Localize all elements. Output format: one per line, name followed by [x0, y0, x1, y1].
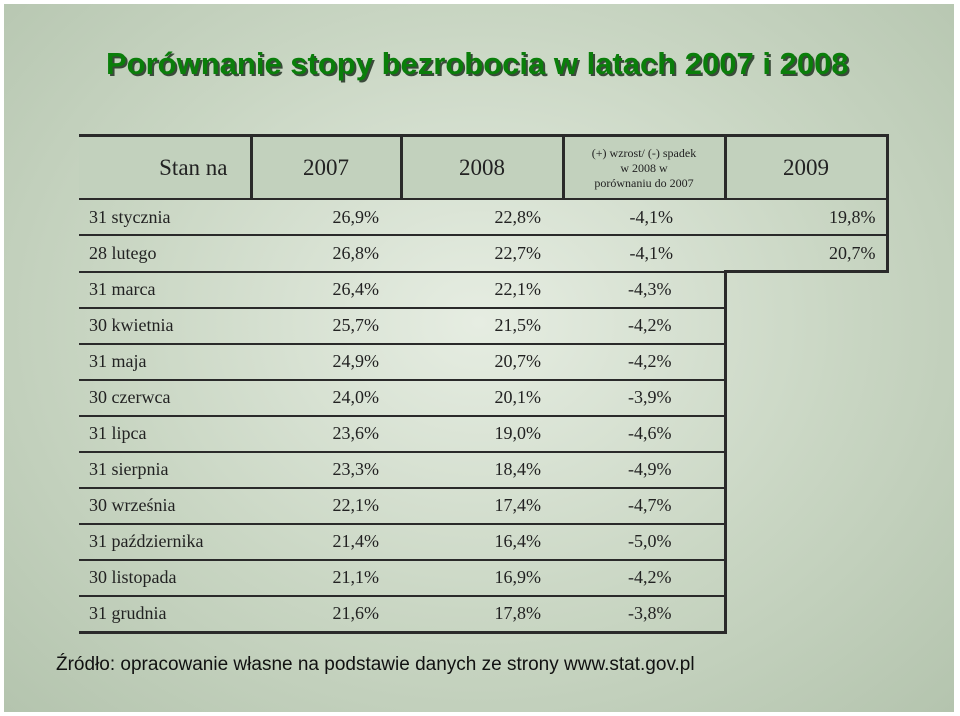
header-2007: 2007 [251, 136, 401, 200]
cell-date: 31 grudnia [79, 596, 251, 633]
cell-2008: 19,0% [401, 416, 563, 452]
cell-2009-empty [725, 560, 887, 596]
cell-change: -4,1% [563, 199, 725, 235]
cell-2009-empty [725, 416, 887, 452]
table-row [79, 416, 887, 452]
cell-2008: 18,4% [401, 452, 563, 488]
cell-date: 30 kwietnia [79, 308, 251, 344]
header-2008: 2008 [401, 136, 563, 200]
header-stan-na: Stan na [79, 136, 251, 200]
cell-2009-empty [725, 344, 887, 380]
table-row [79, 524, 887, 560]
cell-2009-empty [725, 452, 887, 488]
cell-change: -5,0% [563, 524, 725, 560]
cell-change: -4,7% [563, 488, 725, 524]
table-row [79, 452, 887, 488]
cell-2008: 22,8% [401, 199, 563, 235]
cell-2008: 20,1% [401, 380, 563, 416]
cell-change: -4,2% [563, 344, 725, 380]
cell-date: 31 stycznia [79, 199, 251, 235]
cell-2007: 24,9% [251, 344, 401, 380]
header-2009: 2009 [725, 136, 887, 200]
cell-2009: 20,7% [725, 235, 887, 272]
cell-date: 31 maja [79, 344, 251, 380]
cell-2007: 21,1% [251, 560, 401, 596]
cell-2009-empty [725, 488, 887, 524]
unemployment-table [79, 134, 889, 634]
table-row [79, 272, 887, 308]
cell-date: 28 lutego [79, 235, 251, 272]
cell-2007: 25,7% [251, 308, 401, 344]
table-row [79, 488, 887, 524]
cell-date: 30 listopada [79, 560, 251, 596]
cell-2009-empty [725, 596, 887, 633]
cell-2008: 22,7% [401, 235, 563, 272]
table-row [79, 560, 887, 596]
cell-change: -4,2% [563, 560, 725, 596]
source-note: Źródło: opracowanie własne na podstawie danych ze strony www.stat.gov.pl [56, 654, 695, 675]
cell-change: -4,6% [563, 416, 725, 452]
cell-2007: 21,4% [251, 524, 401, 560]
cell-date: 31 sierpnia [79, 452, 251, 488]
cell-2007: 26,9% [251, 199, 401, 235]
cell-change: -4,1% [563, 235, 725, 272]
cell-date: 30 września [79, 488, 251, 524]
cell-2008: 21,5% [401, 308, 563, 344]
cell-2007: 23,6% [251, 416, 401, 452]
cell-2008: 16,9% [401, 560, 563, 596]
cell-date: 31 października [79, 524, 251, 560]
cell-date: 31 marca [79, 272, 251, 308]
table-row [79, 380, 887, 416]
cell-2009-empty [725, 380, 887, 416]
header-change: (+) wzrost/ (-) spadek w 2008 w porównaniu do 2007 [563, 136, 725, 200]
cell-2008: 17,4% [401, 488, 563, 524]
cell-2007: 23,3% [251, 452, 401, 488]
cell-2007: 24,0% [251, 380, 401, 416]
table-body [79, 199, 887, 632]
cell-change: -3,9% [563, 380, 725, 416]
cell-change: -4,9% [563, 452, 725, 488]
cell-date: 30 czerwca [79, 380, 251, 416]
cell-2007: 22,1% [251, 488, 401, 524]
cell-2008: 20,7% [401, 344, 563, 380]
cell-2009: 19,8% [725, 199, 887, 235]
cell-2008: 17,8% [401, 596, 563, 633]
cell-2009-empty [725, 524, 887, 560]
table-header-row [79, 136, 887, 200]
cell-2008: 22,1% [401, 272, 563, 308]
page-title: Porównanie stopy bezrobocia w latach 2007 i 2008 [106, 46, 849, 81]
cell-2009-empty [725, 308, 887, 344]
table-container [79, 134, 889, 623]
table-row [79, 235, 887, 272]
table-row [79, 344, 887, 380]
cell-2008: 16,4% [401, 524, 563, 560]
cell-2009-empty [725, 272, 887, 308]
cell-change: -4,3% [563, 272, 725, 308]
table-row [79, 199, 887, 235]
cell-2007: 21,6% [251, 596, 401, 633]
cell-change: -4,2% [563, 308, 725, 344]
table-row [79, 308, 887, 344]
cell-date: 31 lipca [79, 416, 251, 452]
cell-change: -3,8% [563, 596, 725, 633]
cell-2007: 26,4% [251, 272, 401, 308]
slide [4, 4, 954, 712]
cell-2007: 26,8% [251, 235, 401, 272]
table-row [79, 596, 887, 633]
